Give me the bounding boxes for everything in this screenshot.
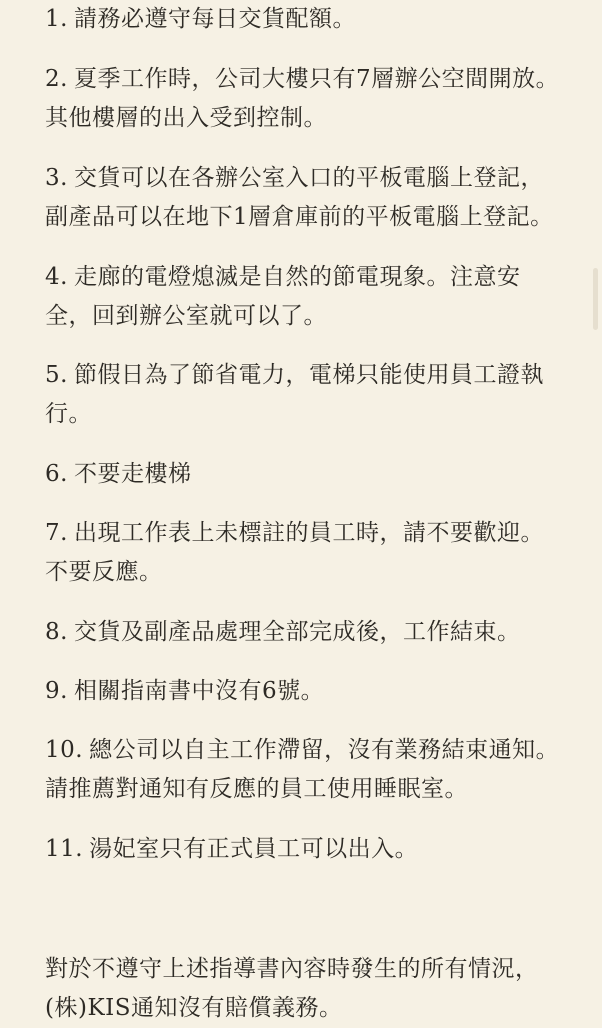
rule-number: 7. <box>45 520 68 546</box>
rule-text: 總公司以自主工作滯留，沒有業務結束通知。請推薦對通知有反應的員工使用睡眠室。 <box>45 737 560 802</box>
rule-number: 5. <box>45 362 68 388</box>
rule-item-7 <box>45 514 565 592</box>
rule-item-6 <box>45 455 191 494</box>
rule-item-8 <box>45 613 520 652</box>
rule-text: 走廊的電燈熄滅是自然的節電現象。注意安全，回到辦公室就可以了。 <box>45 264 521 329</box>
rule-number: 6. <box>45 461 68 487</box>
rule-text: 節假日為了節省電力，電梯只能使用員工證執行。 <box>45 362 544 427</box>
rule-number: 1. <box>45 6 68 32</box>
rule-item-10 <box>45 731 565 809</box>
rule-item-1 <box>45 0 356 39</box>
disclaimer-notice: 對於不遵守上述指導書內容時發生的所有情況，(株)KIS通知沒有賠償義務。 <box>45 956 539 1021</box>
rule-text: 夏季工作時，公司大樓只有7層辦公空間開放。其他樓層的出入受到控制。 <box>45 66 560 131</box>
rule-text: 相關指南書中沒有6號。 <box>73 678 325 704</box>
rule-text: 出現工作表上未標註的員工時，請不要歡迎。不要反應。 <box>45 520 544 585</box>
rule-item-9 <box>45 672 324 711</box>
rule-number: 3. <box>45 165 68 191</box>
rule-item-3 <box>45 159 565 237</box>
rule-number: 11. <box>45 836 84 862</box>
rule-item-4 <box>45 258 565 336</box>
rule-number: 2. <box>45 66 68 92</box>
rule-text: 請務必遵守每日交貨配額。 <box>73 6 356 32</box>
rule-number: 10. <box>45 737 84 763</box>
rule-number: 9. <box>45 678 68 704</box>
rule-item-2 <box>45 60 565 138</box>
scrollbar-thumb[interactable] <box>593 268 598 330</box>
rule-item-5 <box>45 356 565 434</box>
rule-text: 不要走樓梯 <box>73 461 192 487</box>
rule-number: 8. <box>45 619 68 645</box>
rule-item-11 <box>45 830 418 869</box>
rule-text: 湯妃室只有正式員工可以出入。 <box>89 836 419 862</box>
rule-number: 4. <box>45 264 68 290</box>
rule-text: 交貨及副產品處理全部完成後，工作結束。 <box>73 619 521 645</box>
rule-text: 交貨可以在各辦公室入口的平板電腦上登記，副產品可以在地下1層倉庫前的平板電腦上登記。 <box>45 165 554 230</box>
